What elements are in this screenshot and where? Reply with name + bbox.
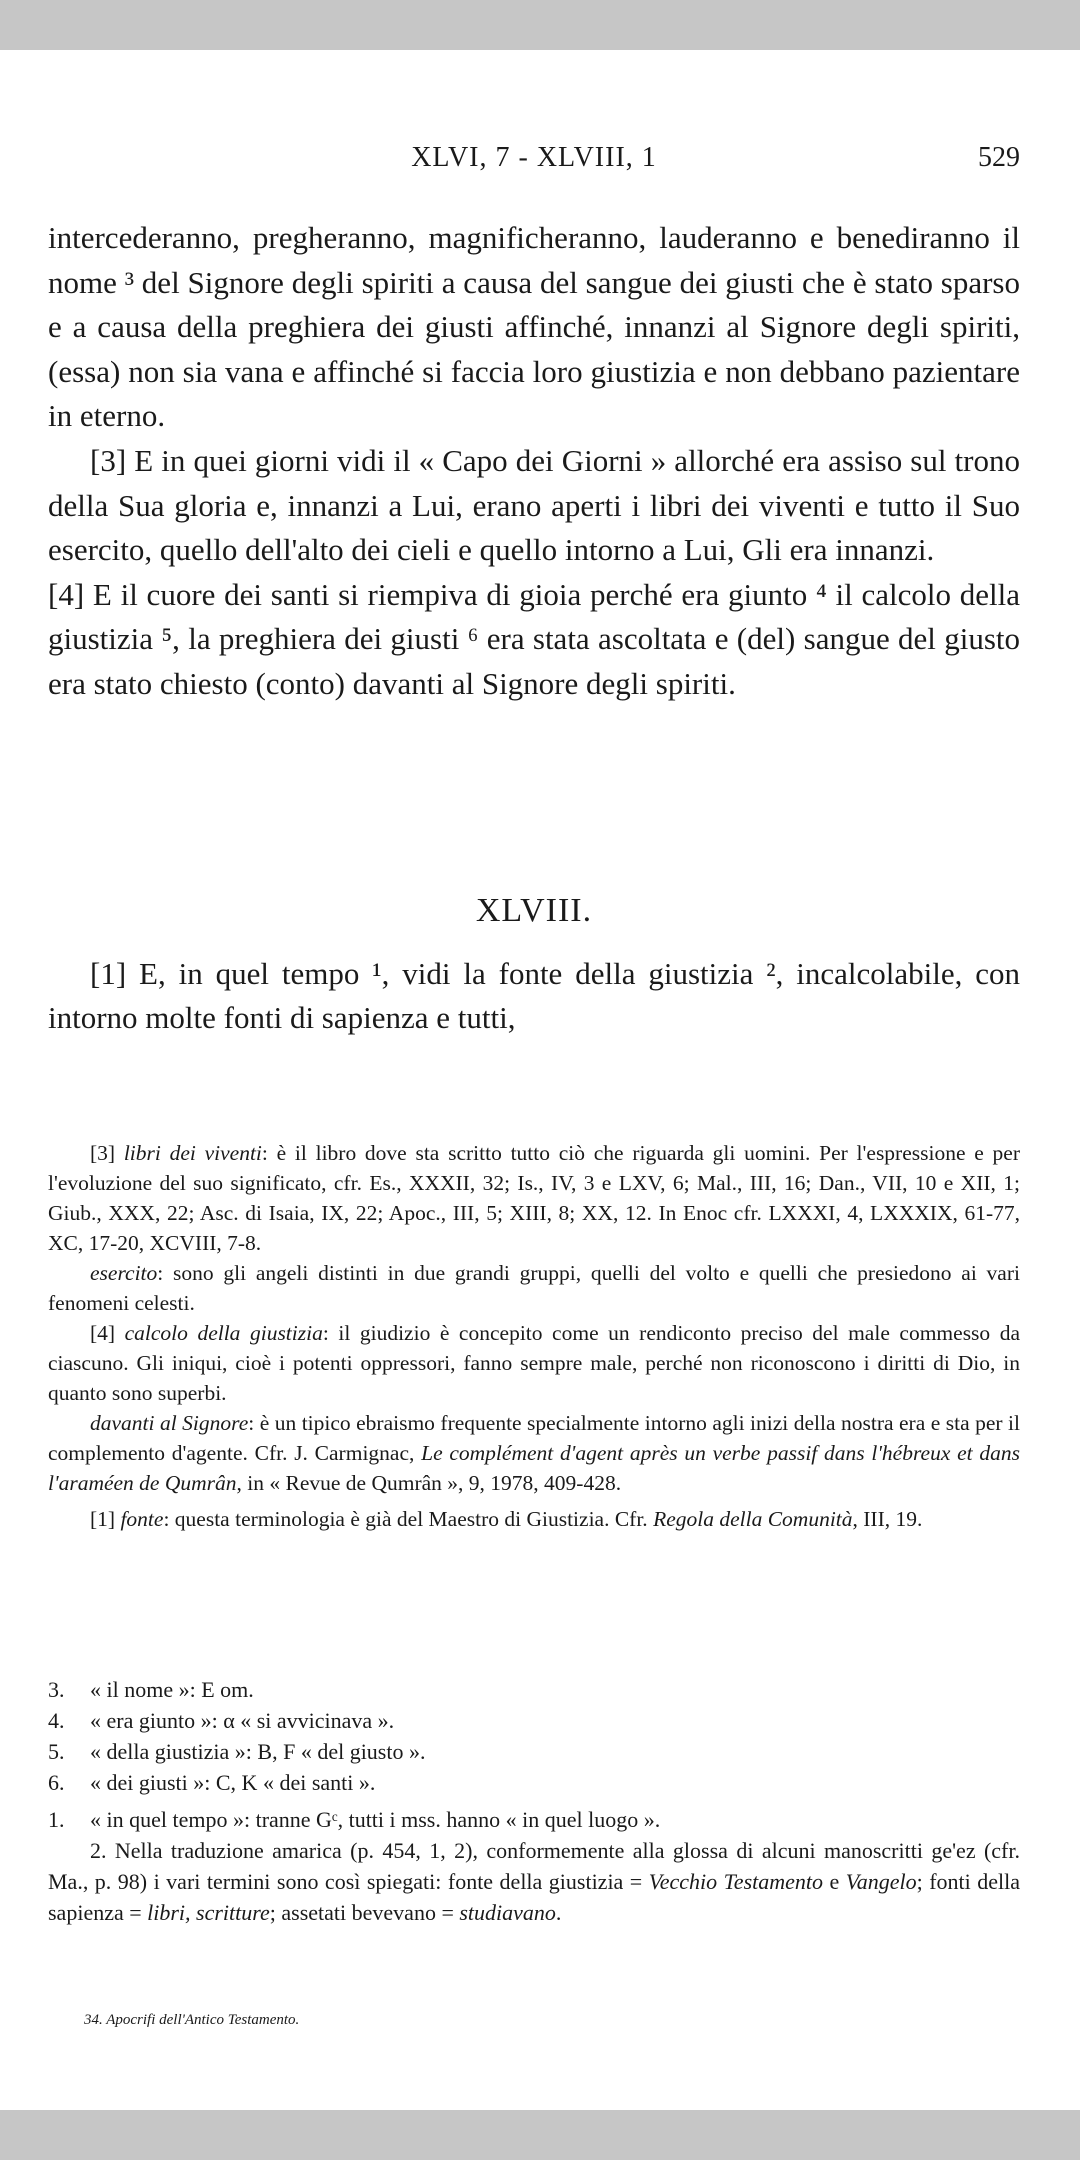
chapter-text — [48, 952, 1020, 1040]
apparatus-entry: 4. « era giunto »: α « si avvicinava ». — [48, 1708, 395, 1733]
note-lemma: fonte — [120, 1507, 164, 1531]
apparatus-entry: 3. « il nome »: E om. — [48, 1677, 254, 1702]
paragraph: [3] E in quei giorni vidi il « Capo dei Giorni » allorché era assiso sul trono della Sua gloria e, innanzi a Lui, erano aperti i libri dei viventi e tutto il Suo esercito, quello dell'alto dei cieli e quello intorno a Lui, Gli era innanzi. — [48, 442, 1020, 568]
bottom-bar — [0, 2110, 1080, 2160]
chapter-heading: XLVIII. — [475, 892, 593, 929]
running-head — [48, 142, 1020, 182]
apparatus-entry: 6. « dei giusti »: C, K « dei santi ». — [48, 1770, 376, 1795]
paragraph: [1] E, in quel tempo ¹, vidi la fonte della giustizia ², incalcolabile, con intorno molte fonti di sapienza e tutti, — [48, 956, 1020, 1035]
note: [1] fonte: questa terminologia è già del Maestro di Giustizia. Cfr. Regola della Comunità, III, 19. — [90, 1507, 923, 1531]
note-lemma: libri dei viventi — [123, 1141, 262, 1165]
apparatus-entry: 1. « in quel tempo »: tranne Gᶜ, tutti i mss. hanno « in quel luogo ». — [48, 1807, 661, 1832]
note-lemma: davanti al Signore — [90, 1411, 249, 1435]
apparatus-entry: 5. « della giustizia »: B, F « del giusto ». — [48, 1739, 426, 1764]
main-text — [48, 216, 1020, 707]
commentary-notes — [48, 1138, 1020, 1534]
note: [3] libri dei viventi: è il libro dove sta scritto tutto ciò che riguarda gli uomini. Per l'espressione e per l'evoluzione del suo significato, cfr. Es., XXXII, 32; Is., IV, 3 e LXV, 6; Mal., III, 16; Dan., VII, 10 e XII, 1; Giub., XXX, 22; Asc. di Isaia, IX, 22; Apoc., III, 5; XIII, 8; XX, 12. In Enoc cfr. LXXXI, 4, LXXXIX, 61-77, XC, 17-20, XCVIII, 7-8. — [48, 1141, 1020, 1255]
printer-signature: 34. Apocrifi dell'Antico Testamento. — [84, 2012, 300, 2028]
note-lemma: esercito — [90, 1261, 158, 1285]
paragraph: intercederanno, pregheranno, magnificheranno, lauderanno e benediranno il nome ³ del Signore degli spiriti a causa del sangue dei giusti che è stato sparso e a causa della preghiera dei giusti affinché, innanzi al Signore degli spiriti, (essa) non sia vana e affinché si faccia loro giustizia e non debbano pazientare in eterno. — [48, 220, 1020, 434]
paragraph: [4] E il cuore dei santi si riempiva di gioia perché era giunto ⁴ il calcolo della giustizia ⁵, la preghiera dei giusti ⁶ era stata ascoltata e (del) sangue del giusto era stato chiesto (conto) davanti al Signore degli spiriti. — [48, 576, 1020, 701]
book-page — [48, 50, 1020, 2110]
page-number: 529 — [978, 142, 1020, 173]
apparatus-entry: 2. Nella traduzione amarica (p. 454, 1, 2), conformemente alla glossa di alcuni manoscritti ge'ez (cfr. Ma., p. 98) i vari termini sono così spiegati: fonte della giustizia = Vecchio Testamento e Vangelo; fonti della sapienza = libri, scritture; assetati bevevano = studiavano. — [48, 1838, 1021, 1925]
running-title: XLVI, 7 - XLVIII, 1 — [411, 142, 657, 173]
critical-apparatus — [48, 1674, 1020, 1928]
note: esercito: sono gli angeli distinti in due grandi gruppi, quelli del volto e quelli che presiedono ai vari fenomeni celesti. — [48, 1261, 1020, 1315]
note: [4] calcolo della giustizia: il giudizio è concepito come un rendiconto preciso del male commesso da ciascuno. Gli iniqui, cioè i potenti oppressori, fanno sempre male, perché non riconoscono i diritti di Dio, in quanto sono superbi. — [48, 1321, 1021, 1405]
top-bar — [0, 0, 1080, 50]
note: davanti al Signore: è un tipico ebraismo frequente specialmente intorno agli inizi della nostra era e sta per il complemento d'agente. Cfr. J. Carmignac, Le complément d'agent après un verbe passif dans l'hébreux et dans l'araméen de Qumrân, in « Revue de Qumrân », 9, 1978, 409-428. — [48, 1411, 1020, 1495]
note-lemma: calcolo della giustizia — [124, 1321, 323, 1345]
